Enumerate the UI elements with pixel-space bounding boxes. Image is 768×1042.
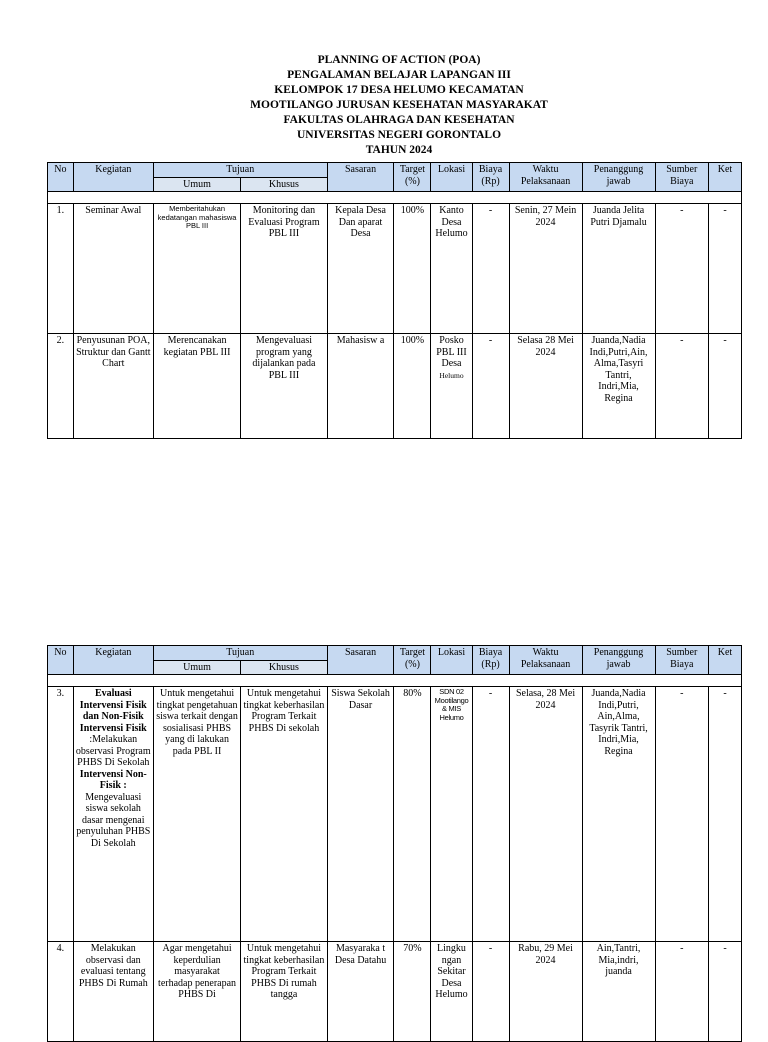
cell-umum: Untuk mengetahui tingkat pengetahuan siswa terkait dengan sosialisasi PHBS yang di lakukan pada PBL II bbox=[153, 687, 240, 942]
header-no: No bbox=[48, 163, 74, 192]
header-penanggung-jawab bbox=[582, 163, 655, 192]
header-pj-label: Penanggung bbox=[593, 164, 644, 175]
header-waktu-label2: Pelaksanaan bbox=[520, 658, 571, 670]
header-waktu bbox=[509, 646, 582, 675]
cell-biaya: - bbox=[472, 204, 509, 334]
header-no: No bbox=[48, 646, 74, 675]
header-sumber-label2: Biaya bbox=[670, 175, 694, 187]
header-target-label: Target bbox=[399, 647, 426, 658]
kegiatan-text-part: Mengevaluasi siswa sekolah dasar mengenai penyuluhan PHBS Di Sekolah bbox=[76, 791, 151, 849]
cell-penanggung-jawab: Juanda,Nadia Indi,Putri, Ain,Alma, Tasyrik Tantri, Indri,Mia, Regina bbox=[582, 687, 655, 942]
cell-sasaran: Mahasisw a bbox=[327, 334, 394, 439]
title-line: FAKULTAS OLAHRAGA DAN KESEHATAN bbox=[283, 114, 515, 126]
spacer-cell bbox=[48, 192, 742, 204]
title-line: PENGALAMAN BELAJAR LAPANGAN III bbox=[287, 69, 511, 81]
cell-penanggung-jawab: Juanda,Nadia Indi,Putri,Ain, Alma,Tasyri Tantri, Indri,Mia, Regina bbox=[582, 334, 655, 439]
kegiatan-text-part: :Melakukan observasi Program PHBS Di Sekolah bbox=[75, 734, 151, 768]
header-biaya-label: Biaya bbox=[478, 164, 503, 175]
cell-lokasi bbox=[431, 334, 472, 439]
header-biaya bbox=[472, 163, 509, 192]
header-waktu-label2: Pelaksanaan bbox=[520, 175, 571, 187]
cell-target: 70% bbox=[394, 942, 431, 1042]
cell-ket: - bbox=[708, 942, 741, 1042]
cell-kegiatan: Penyusunan POA, Struktur dan Gantt Chart bbox=[73, 334, 153, 439]
cell-waktu: Selasa 28 Mei 2024 bbox=[509, 334, 582, 439]
header-ket: Ket bbox=[708, 163, 741, 192]
cell-penanggung-jawab: Juanda Jelita Putri Djamalu bbox=[582, 204, 655, 334]
title-line: KELOMPOK 17 DESA HELUMO KECAMATAN bbox=[274, 84, 524, 96]
cell-biaya: - bbox=[472, 687, 509, 942]
header-sasaran: Sasaran bbox=[327, 163, 394, 192]
cell-biaya: - bbox=[472, 942, 509, 1042]
cell-lokasi: Lingku ngan Sekitar Desa Helumo bbox=[431, 942, 472, 1042]
cell-sasaran: Masyaraka t Desa Datahu bbox=[327, 942, 394, 1042]
table-row bbox=[48, 334, 742, 439]
cell-kegiatan bbox=[73, 687, 153, 942]
header-row bbox=[48, 646, 742, 661]
cell-ket: - bbox=[708, 204, 741, 334]
cell-sumber-biaya: - bbox=[655, 687, 708, 942]
lokasi-line: Posko PBL III Desa bbox=[436, 335, 467, 369]
header-pj-label2: jawab bbox=[606, 658, 631, 670]
cell-waktu: Senin, 27 Mein 2024 bbox=[509, 204, 582, 334]
header-tujuan: Tujuan bbox=[153, 163, 327, 178]
cell-no: 1. bbox=[48, 204, 74, 334]
poa-table-page-1 bbox=[47, 162, 742, 439]
header-target-unit: (%) bbox=[404, 175, 420, 187]
cell-target: 100% bbox=[394, 334, 431, 439]
cell-khusus: Monitoring dan Evaluasi Program PBL III bbox=[241, 204, 327, 334]
header-sumber-label: Sumber bbox=[666, 164, 698, 175]
cell-kegiatan: Melakukan observasi dan evaluasi tentang PHBS Di Rumah bbox=[73, 942, 153, 1042]
cell-no: 2. bbox=[48, 334, 74, 439]
header-waktu-label: Waktu bbox=[532, 647, 559, 658]
cell-waktu: Selasa, 28 Mei 2024 bbox=[509, 687, 582, 942]
header-row bbox=[48, 163, 742, 178]
header-sumber-label2: Biaya bbox=[670, 658, 694, 670]
header-khusus: Khusus bbox=[241, 660, 327, 675]
cell-no: 3. bbox=[48, 687, 74, 942]
cell-sumber-biaya: - bbox=[655, 204, 708, 334]
header-waktu bbox=[509, 163, 582, 192]
lokasi-line-small: Helumo bbox=[439, 370, 464, 380]
cell-lokasi: Kanto Desa Helumo bbox=[431, 204, 472, 334]
header-pj-label2: jawab bbox=[606, 175, 631, 187]
header-waktu-label: Waktu bbox=[532, 164, 559, 175]
spacer-row bbox=[48, 192, 742, 204]
header-umum: Umum bbox=[153, 660, 240, 675]
spacer-cell bbox=[48, 675, 742, 687]
title-line: UNIVERSITAS NEGERI GORONTALO bbox=[296, 129, 502, 141]
title-line: TAHUN 2024 bbox=[365, 144, 433, 156]
cell-ket: - bbox=[708, 334, 741, 439]
cell-umum: Memberitahukan kedatangan mahasiswa PBL III bbox=[153, 204, 240, 334]
table-row bbox=[48, 687, 742, 942]
title-line: MOOTILANGO JURUSAN KESEHATAN MASYARAKAT bbox=[250, 99, 548, 111]
cell-target: 100% bbox=[394, 204, 431, 334]
cell-umum: Agar mengetahui keperdulian masyarakat terhadap penerapan PHBS Di bbox=[153, 942, 240, 1042]
cell-kegiatan: Seminar Awal bbox=[73, 204, 153, 334]
header-tujuan: Tujuan bbox=[153, 646, 327, 661]
cell-waktu: Rabu, 29 Mei 2024 bbox=[509, 942, 582, 1042]
header-kegiatan: Kegiatan bbox=[73, 163, 153, 192]
header-sasaran: Sasaran bbox=[327, 646, 394, 675]
header-lokasi: Lokasi bbox=[431, 646, 472, 675]
title-line: PLANNING OF ACTION (POA) bbox=[317, 54, 481, 66]
header-biaya-unit: (Rp) bbox=[481, 175, 500, 187]
cell-khusus: Untuk mengetahui tingkat keberhasilan Program Terkait PHBS Di sekolah bbox=[241, 687, 327, 942]
cell-target: 80% bbox=[394, 687, 431, 942]
kegiatan-bold-part: Evaluasi Intervensi Fisik dan Non-Fisik Intervensi Fisik bbox=[79, 688, 147, 734]
cell-khusus: Untuk mengetahui tingkat keberhasilan Program Terkait PHBS Di rumah tangga bbox=[241, 942, 327, 1042]
header-umum: Umum bbox=[153, 177, 240, 192]
header-pj-label: Penanggung bbox=[593, 647, 644, 658]
header-biaya bbox=[472, 646, 509, 675]
cell-khusus: Mengevaluasi program yang dijalankan pada PBL III bbox=[241, 334, 327, 439]
cell-lokasi: SDN 02 Mootilango & MIS Helumo bbox=[431, 687, 472, 942]
header-target bbox=[394, 163, 431, 192]
header-biaya-unit: (Rp) bbox=[481, 658, 500, 670]
header-khusus: Khusus bbox=[241, 177, 327, 192]
header-penanggung-jawab bbox=[582, 646, 655, 675]
header-lokasi: Lokasi bbox=[431, 163, 472, 192]
document-title bbox=[0, 53, 768, 158]
header-target-label: Target bbox=[399, 164, 426, 175]
header-sumber-biaya bbox=[655, 646, 708, 675]
kegiatan-bold-part: Intervensi Non-Fisik : bbox=[79, 768, 147, 791]
spacer-row bbox=[48, 675, 742, 687]
cell-sasaran: Siswa Sekolah Dasar bbox=[327, 687, 394, 942]
cell-ket: - bbox=[708, 687, 741, 942]
cell-umum: Merencanakan kegiatan PBL III bbox=[153, 334, 240, 439]
poa-table-page-2 bbox=[47, 645, 742, 1042]
cell-penanggung-jawab: Ain,Tantri, Mia,indri, juanda bbox=[582, 942, 655, 1042]
table-row bbox=[48, 942, 742, 1042]
header-target-unit: (%) bbox=[404, 658, 420, 670]
header-biaya-label: Biaya bbox=[478, 647, 503, 658]
header-ket: Ket bbox=[708, 646, 741, 675]
header-kegiatan: Kegiatan bbox=[73, 646, 153, 675]
cell-no: 4. bbox=[48, 942, 74, 1042]
header-target bbox=[394, 646, 431, 675]
cell-sumber-biaya: - bbox=[655, 942, 708, 1042]
cell-sasaran: Kepala Desa Dan aparat Desa bbox=[327, 204, 394, 334]
header-sumber-biaya bbox=[655, 163, 708, 192]
cell-biaya: - bbox=[472, 334, 509, 439]
header-sumber-label: Sumber bbox=[666, 647, 698, 658]
table-row bbox=[48, 204, 742, 334]
cell-sumber-biaya: - bbox=[655, 334, 708, 439]
